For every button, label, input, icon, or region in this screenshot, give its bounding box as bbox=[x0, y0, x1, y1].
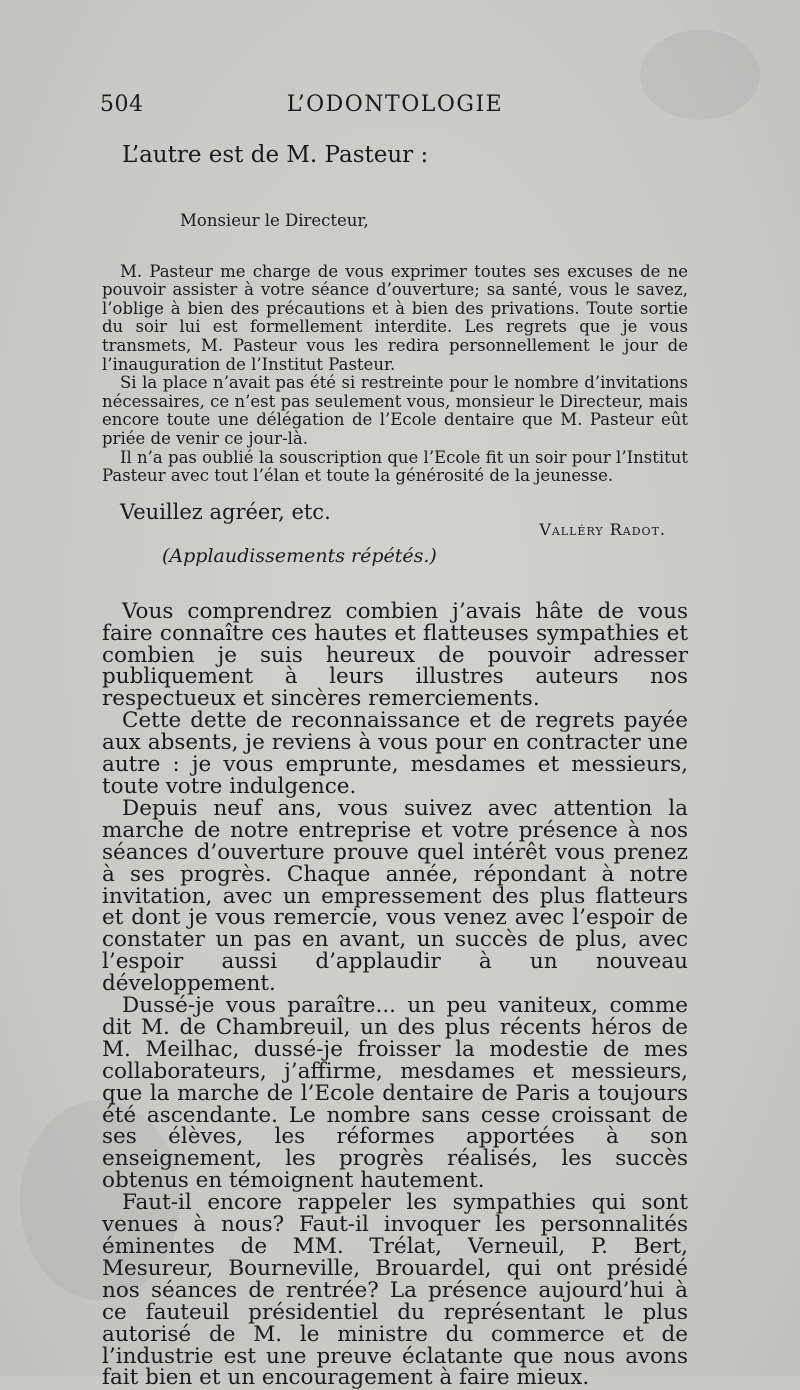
letter-paragraph: M. Pasteur me charge de vous exprimer toutes ses excuses de ne pouvoir assister à votre séance d’ouverture; sa santé, vous le savez, l’oblige à bien des précautions et à bien des privations. Toute sortie du soir lui est formellement interdite. Les regrets que je vous transmets, M. Pasteur vous les redira personnellement le jour de l’inauguration de l’Institut Pasteur. bbox=[102, 261, 688, 374]
page-header bbox=[100, 92, 690, 120]
body-paragraph: Cette dette de reconnaissance et de regrets payée aux absents, je reviens à vous pour en contracter une autre : je vous emprunte, mesdames et messieurs, toute votre indulgence. bbox=[102, 708, 688, 799]
letter-paragraph: Il n’a pas oublié la souscription que l’Ecole fit un soir pour l’Institut Pasteur avec tout l’élan et toute la générosité de la jeunesse. bbox=[102, 447, 688, 486]
speech-body bbox=[102, 598, 688, 1390]
letter-closing: Veuillez agréer, etc. bbox=[120, 499, 331, 524]
letter-paragraph: Si la place n’avait pas été si restreinte pour le nombre d’invitations nécessaires, ce n’est pas seulement vous, monsieur le Directeur, mais encore toute une délégation de l’Ecole dentaire que M. Pasteur eût priée de venir ce jour-là. bbox=[102, 373, 688, 448]
body-paragraph: Depuis neuf ans, vous suivez avec attention la marche de notre entreprise et votre présence à nos séances d’ouverture prouve quel intérêt vous prenez à ses progrès. Chaque année, répondant à notre invitation, avec un empressement des plus flatteurs et dont je vous remercie, vous venez avec l’espoir de constater un pas en avant, un succès de plus, avec l’espoir aussi d’applaudir à un nouveau développement. bbox=[102, 795, 688, 997]
running-title: L’ODONTOLOGIE bbox=[286, 92, 504, 117]
body-paragraph: Dussé-je vous paraître... un peu vaniteux, comme dit M. de Chambreuil, un des plus récents héros de M. Meilhac, dussé-je froisser la modestie de mes collaborateurs, j’affirme, mesdames et messieurs, que la marche de l’Ecole dentaire de Paris a toujours été ascendante. Le nombre sans cesse croissant de ses élèves, les réformes apportées à son enseignement, les progrès réalisés, les succès obtenus en témoignent hautement. bbox=[102, 993, 688, 1194]
page-number: 504 bbox=[100, 92, 144, 117]
body-paragraph: Faut-il encore rappeler les sympathies qui sont venues à nous? Faut-il invoquer les personnalités éminentes de MM. Trélat, Verneuil, P. Bert, Mesureur, Bourneville, Brouardel, qui ont présidé nos séances de rentrée? La présence aujourd’hui à ce fauteuil présidentiel du représentant le plus autorisé de M. le ministre du commerce et de l’industrie est une preuve éclatante que nous avons fait bien et un encouragement à faire mieux. bbox=[102, 1190, 688, 1390]
quoted-letter bbox=[102, 212, 688, 486]
applause-note: (Applaudissements répétés.) bbox=[162, 544, 437, 567]
letter-signature: Valléry Radot. bbox=[539, 519, 666, 539]
body-paragraph: Vous comprendrez combien j’avais hâte de vous faire connaître ces hautes et flatteuses sympathies et combien je suis heureux de pouvoir adresser publiquement à leurs illustres auteurs nos respectueux et sincères remerciements. bbox=[102, 598, 688, 712]
letter-salutation: Monsieur le Directeur, bbox=[180, 211, 369, 230]
intro-line: L’autre est de M. Pasteur : bbox=[122, 142, 429, 168]
page-content bbox=[102, 140, 688, 1389]
